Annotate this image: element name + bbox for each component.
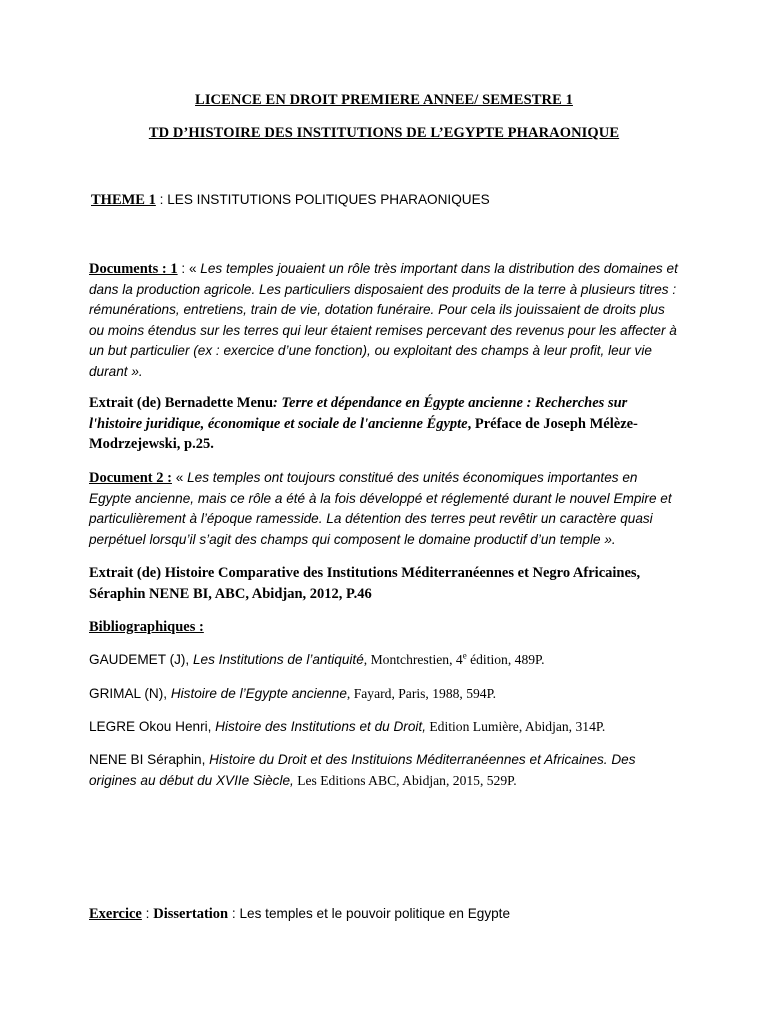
document-2-label: Document 2 : <box>89 470 172 486</box>
document-2-source: Extrait (de) Histoire Comparative des Institutions Méditerranéennes et Negro Africaines, Séraphin NENE BI, ABC, Abidjan, 2012, P.46 <box>89 565 641 602</box>
exercise-type: Dissertation <box>153 906 229 922</box>
theme-line <box>91 190 681 211</box>
bibliography-item <box>89 684 679 705</box>
bib-author: GAUDEMET (J), <box>89 652 193 667</box>
bibliography-item <box>89 750 664 791</box>
bib-title: Les Institutions de l’antiquité <box>192 652 364 667</box>
bib-details: , Fayard, Paris, 1988, 594P. <box>346 686 497 701</box>
document-2-quote: Les temples ont toujours constitué des unités économiques importantes en Egypte ancienne, mais ce rôle a été à la fois développé et réglementé durant le nouvel Empire et particulièrement à l’époque ramesside. La détention des terres peut revêtir un caractère quasi perpétuel lorsqu’il s’agit des champs qui composent le domaine productif d’un temple <box>89 470 672 547</box>
document-1-source-prefix: Extrait (de) Bernadette Menu <box>89 395 274 411</box>
document-1-intro: : « <box>177 261 201 276</box>
document-2-close: ». <box>604 531 616 547</box>
bibliography-item <box>89 717 679 738</box>
bibliography-heading: Bibliographiques : <box>89 619 204 635</box>
document-1-close: ». <box>131 363 143 379</box>
course-title: LICENCE EN DROIT PREMIERE ANNEE/ SEMESTRE 1 <box>195 92 573 108</box>
exercise-separator-2: : <box>228 906 240 921</box>
exercise-subject: Les temples et le pouvoir politique en Egypte <box>239 906 511 921</box>
exercise-label: Exercice <box>89 906 142 922</box>
bib-superscript: e <box>462 650 467 661</box>
exercise-separator: : <box>141 906 154 921</box>
bib-details: , Montchrestien, 4 <box>363 652 463 667</box>
theme-text: LES INSTITUTIONS POLITIQUES PHARAONIQUES <box>167 192 490 207</box>
bib-author: GRIMAL (N), <box>89 686 171 701</box>
bib-author: NENE BI Séraphin, <box>89 752 210 767</box>
document-1-label: Documents : 1 <box>89 261 178 277</box>
document-1-source-title: : Terre et dépendance en Égypte ancienne : Recherches sur l'histoire juridique, économique et sociale de l'ancienne Égypte <box>89 395 628 432</box>
document-1-source-suffix: , Préface de Joseph Mélèze-Modrzejewski, p.25. <box>89 415 638 452</box>
theme-label: THEME 1 <box>91 192 156 208</box>
bib-details-end: édition, 489P. <box>466 652 545 667</box>
bib-title: Histoire du Droit et des Instituions Méditerranéennes et Africaines. Des origines au début du XVIIe Siècle, <box>89 752 636 788</box>
bib-author: LEGRE Okou Henri, <box>89 719 216 734</box>
bibliography-item <box>89 650 679 671</box>
document-1-paragraph <box>89 259 679 382</box>
theme-separator: : <box>155 192 168 207</box>
bib-details: Edition Lumière, Abidjan, 314P. <box>425 719 606 734</box>
exercise-line <box>89 904 679 925</box>
document-2-paragraph <box>89 468 679 550</box>
td-title: TD D’HISTOIRE DES INSTITUTIONS DE L’EGYPTE PHARAONIQUE <box>148 125 620 141</box>
document-2-intro: « <box>171 470 188 485</box>
bib-title: Histoire de l’Egypte ancienne <box>170 686 347 701</box>
bib-details: Les Editions ABC, Abidjan, 2015, 529P. <box>293 772 517 788</box>
bib-title: Histoire des Institutions et du Droit, <box>215 719 426 734</box>
document-1-quote: Les temples jouaient un rôle très important dans la distribution des domaines et dans la production agricole. Les particuliers disposaient des produits de la terre à plusieurs titres : rémunérations, entretiens, train de vie, dotation funéraire. Pour cela ils jouissaient de droits plus ou moins étendus sur les terres qui leur étaient remises percevant des revenus pour les affecter à un but particulier (ex : exercice d’une fonction), ou exploitant des champs à leur profit, leur vie durant <box>89 261 678 379</box>
document-1-source <box>89 393 679 455</box>
